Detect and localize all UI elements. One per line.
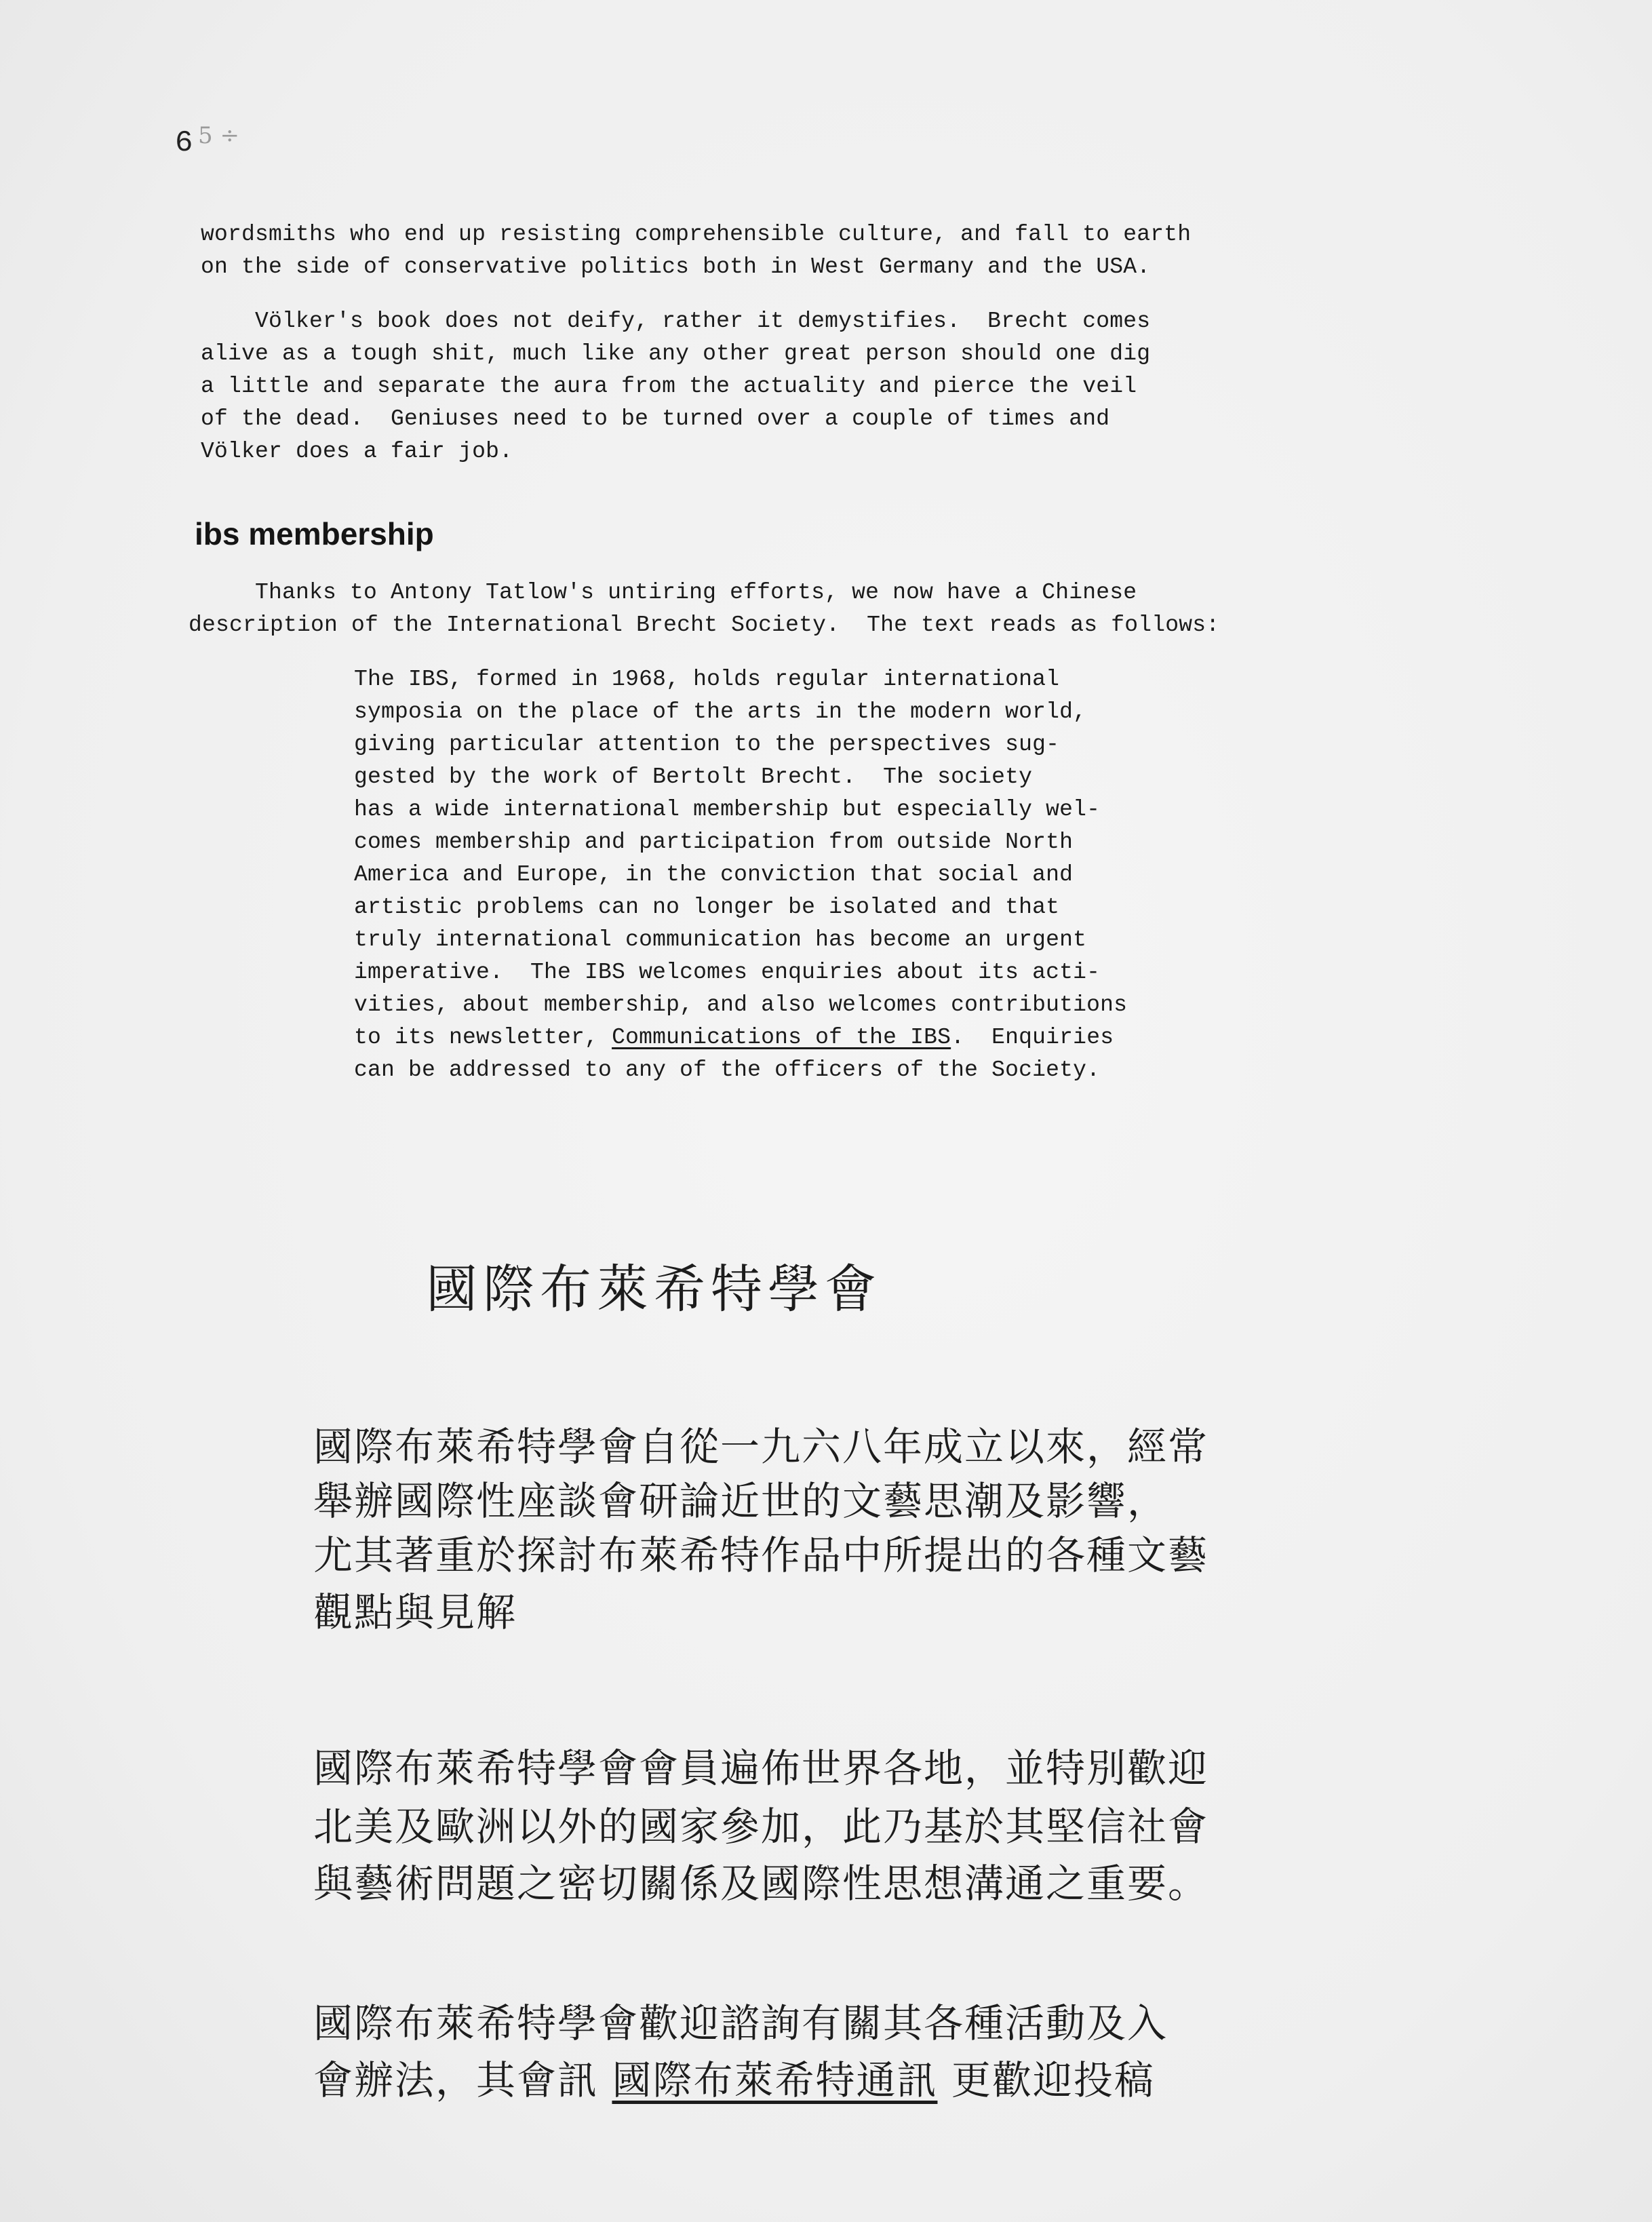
chinese-line: 舉辦國際性座談會研論近世的文藝思潮及影響， [313,1478,1168,1524]
quote-line: gested by the work of Bertolt Brecht. The society [354,764,1033,790]
page-number: 6 [175,126,193,160]
chinese-line [313,2048,1155,2105]
quote-line [354,1021,1114,1054]
intro-line: Völker's book does not deify, rather it demystifies. Brecht comes [201,309,1151,334]
chinese-line: 與藝術問題之密切關係及國際性思想溝通之重要。 [313,1860,1209,1907]
quote-line: artistic problems can no longer be isolated and that [354,895,1060,920]
chinese-title: 國際布萊希特學會 [426,1259,882,1319]
quote-line: vities, about membership, and also welcomes contributions [354,992,1128,1017]
chinese-line: 北美及歐洲以外的國家參加，此乃基於其堅信社會 [313,1804,1209,1850]
section-intro-line: Thanks to Antony Tatlow's untiring efforts, we now have a Chinese [201,580,1137,605]
chinese-line: 國際布萊希特學會會員遍佈世界各地，並特別歡迎 [313,1745,1209,1791]
quote-line: symposia on the place of the arts in the modern world, [354,699,1087,724]
quote-text: to its newsletter, [354,1025,612,1050]
newsletter-title: Communications of the IBS [612,1025,951,1050]
chinese-line: 國際布萊希特學會歡迎諮詢有關其各種活動及入 [313,2000,1168,2046]
quote-line: can be addressed to any of the officers of the Society. [354,1057,1101,1083]
quote-line: has a wide international membership but especially wel- [354,797,1101,822]
quote-line: truly international communication has become an urgent [354,927,1087,952]
chinese-text: 更歡迎投稿 [937,2057,1155,2103]
section-heading: ibs membership [195,516,434,551]
intro-line: a little and separate the aura from the actuality and pierce the veil [201,374,1137,399]
quote-line: giving particular attention to the perspectives sug- [354,732,1060,757]
intro-line: alive as a tough shit, much like any other great person should one dig [201,341,1151,366]
quote-line: America and Europe, in the conviction that social and [354,862,1074,887]
chinese-line: 尤其著重於探討布萊希特作品中所提出的各種文藝 [313,1532,1209,1578]
quote-line: imperative. The IBS welcomes enquiries about its acti- [354,960,1101,985]
intro-line: of the dead. Geniuses need to be turned over a couple of times and [201,406,1110,431]
quote-line: The IBS, formed in 1968, holds regular international [354,667,1060,692]
intro-line: Völker does a fair job. [201,439,513,464]
chinese-line: 觀點與見解 [313,1589,517,1635]
chinese-newsletter-title: 國際布萊希特通訊 [612,2057,938,2103]
intro-line: wordsmiths who end up resisting comprehensible culture, and fall to earth [201,222,1192,247]
quote-line: comes membership and participation from outside North [354,830,1074,855]
section-intro-line: description of the International Brecht Society. The text reads as follows: [189,612,1220,638]
intro-line: on the side of conservative politics both in West Germany and the USA. [201,254,1151,279]
page-number-annotation: 5 ÷ [198,122,239,149]
quote-text: . Enquiries [951,1025,1114,1050]
chinese-line: 國際布萊希特學會自從一九六八年成立以來，經常 [313,1424,1209,1470]
chinese-text: 會辦法，其會訊 [313,2057,612,2103]
